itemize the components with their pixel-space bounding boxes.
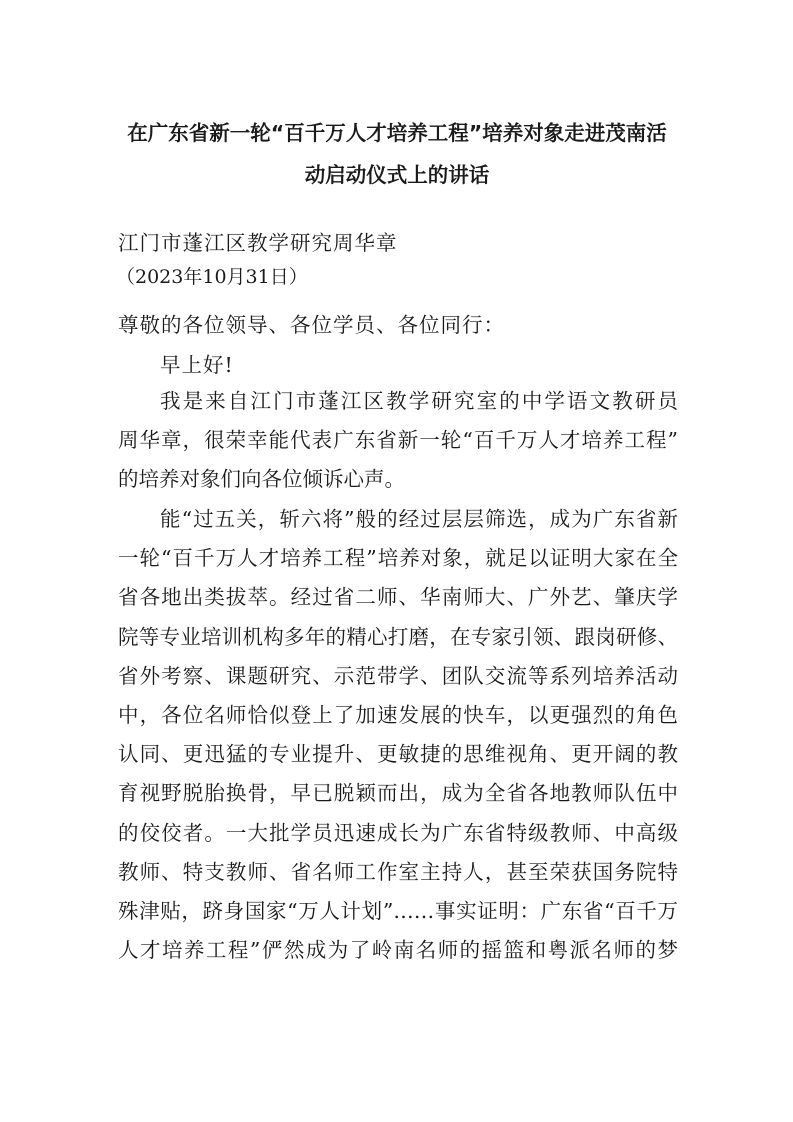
document-title <box>116 112 678 196</box>
paragraph-2-line: 的佼佼者。一大批学员迅速成长为广东省特级教师、中高级 <box>118 820 678 845</box>
date-line: （2023年10月31日） <box>116 266 308 288</box>
greeting: 早上好! <box>160 353 234 377</box>
paragraph-2-line: 省外考察、课题研究、示范带学、团队交流等系列培养活动 <box>118 663 678 688</box>
author-line: 江门市蓬江区教学研究周华章 <box>118 231 398 255</box>
paragraph-2-line: 中，各位名师恰似登上了加速发展的快车，以更强烈的角色 <box>118 702 678 727</box>
title-line-1: 在广东省新一轮“百千万人才培养工程”培养对象走进茂南活 <box>127 121 667 145</box>
paragraph-1 <box>118 382 678 500</box>
paragraph-2-line: 省各地出类拔萃。经过省二师、华南师大、广外艺、肇庆学 <box>118 585 678 610</box>
paragraph-2-line: 能“过五关，斩六将”般的经过层层筛选，成为广东省新 <box>160 507 678 531</box>
paragraph-2-line: 人才培养工程”俨然成为了岭南名师的摇篮和粤派名师的梦 <box>118 938 678 963</box>
paragraph-2-line: 殊津贴，跻身国家“万人计划”……事实证明：广东省“百千万 <box>118 898 678 923</box>
title-line-2: 动启动仪式上的讲话 <box>304 163 490 187</box>
paragraph-1-line: 我是来自江门市蓬江区教学研究室的中学语文教研员 <box>160 389 678 413</box>
paragraph-2-line: 院等专业培训机构多年的精心打磨，在专家引领、跟岗研修、 <box>118 624 678 649</box>
paragraph-1-line: 的培养对象们向各位倾诉心声。 <box>118 467 405 492</box>
paragraph-2-line: 认同、更迅猛的专业提升、更敏捷的思维视角、更开阔的教 <box>118 742 678 767</box>
paragraph-2-line: 育视野脱胎换骨，早已脱颖而出，成为全省各地教师队伍中 <box>118 781 678 806</box>
paragraph-2 <box>118 500 678 970</box>
paragraph-1-line: 周华章，很荣幸能代表广东省新一轮“百千万人才培养工程” <box>118 428 678 453</box>
paragraph-2-line: 一轮“百千万人才培养工程”培养对象，就足以证明大家在全 <box>118 546 678 571</box>
paragraph-2-line: 教师、特支教师、省名师工作室主持人，甚至荣获国务院特 <box>118 859 678 884</box>
salutation: 尊敬的各位领导、各位学员、各位同行： <box>118 313 505 337</box>
